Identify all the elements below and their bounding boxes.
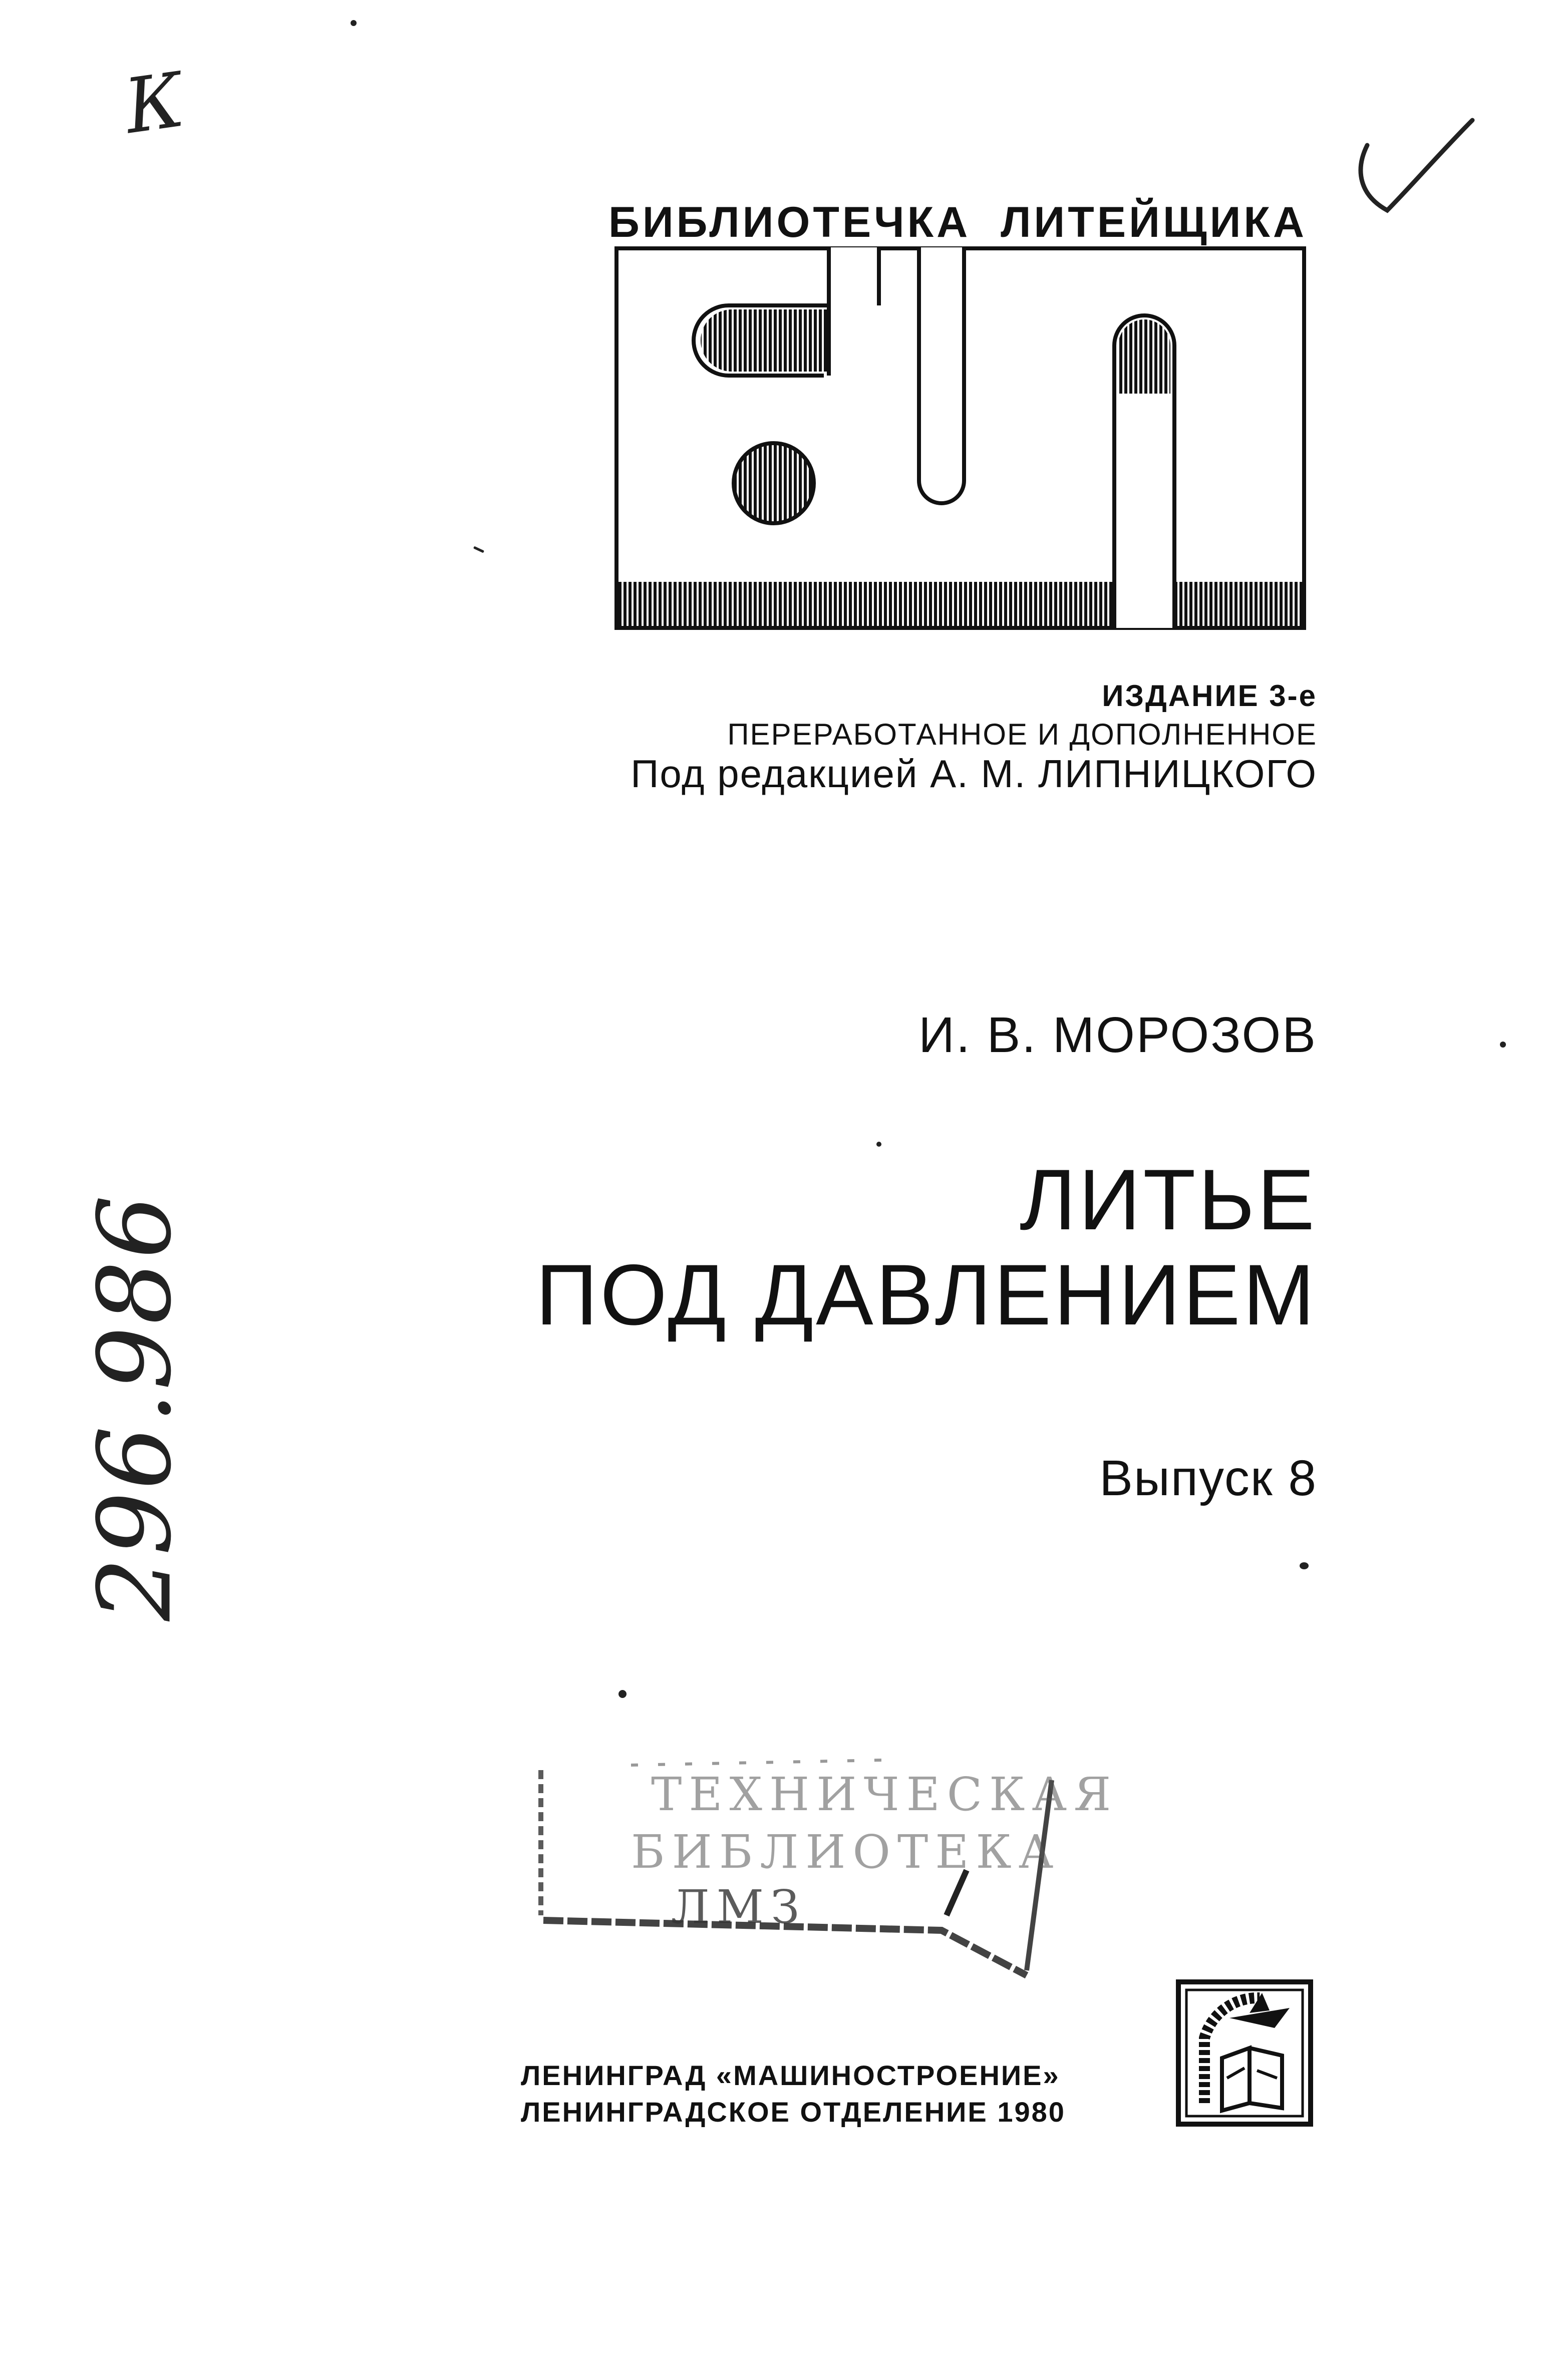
speck	[473, 546, 484, 553]
stamp-line-1: ТЕХНИЧЕСКАЯ	[651, 1768, 1118, 1821]
speck	[1500, 1042, 1506, 1048]
edition-number: ИЗДАНИЕ 3-е	[1102, 679, 1317, 713]
book-title-line-1: ЛИТЬЕ	[1019, 1152, 1317, 1248]
handwritten-corner-mark: К	[119, 56, 189, 151]
volume-number: Выпуск 8	[1099, 1450, 1317, 1506]
series-title: БИБЛИОТЕЧКА ЛИТЕЙЩИКА	[608, 198, 1307, 246]
speck	[618, 1690, 627, 1698]
speck	[876, 1142, 881, 1147]
handwritten-shelf-number: 296.986	[77, 1193, 194, 1621]
author-name: И. В. МОРОЗОВ	[918, 1007, 1317, 1063]
stamp-line-2: БИБЛИОТЕКА	[631, 1825, 1061, 1879]
imprint-publisher: ЛЕНИНГРАД «МАШИНОСТРОЕНИЕ»	[521, 2060, 1060, 2091]
edition-note: ПЕРЕРАБОТАННОЕ И ДОПОЛНЕННОЕ	[727, 718, 1317, 751]
mashinostroenie-publisher-logo	[1174, 1978, 1315, 2128]
editor-line: Под редакцией А. М. ЛИПНИЦКОГО	[631, 752, 1317, 796]
imprint-place-year: ЛЕНИНГРАДСКОЕ ОТДЕЛЕНИЕ 1980	[521, 2096, 1066, 2128]
check-mark-icon	[1347, 115, 1477, 230]
book-title-line-2: ПОД ДАВЛЕНИЕМ	[535, 1247, 1317, 1343]
speck	[1300, 1562, 1309, 1569]
speck	[351, 20, 357, 26]
stamp-line-3: ЛМЗ	[671, 1880, 807, 1934]
bl-series-logo	[613, 245, 1307, 631]
